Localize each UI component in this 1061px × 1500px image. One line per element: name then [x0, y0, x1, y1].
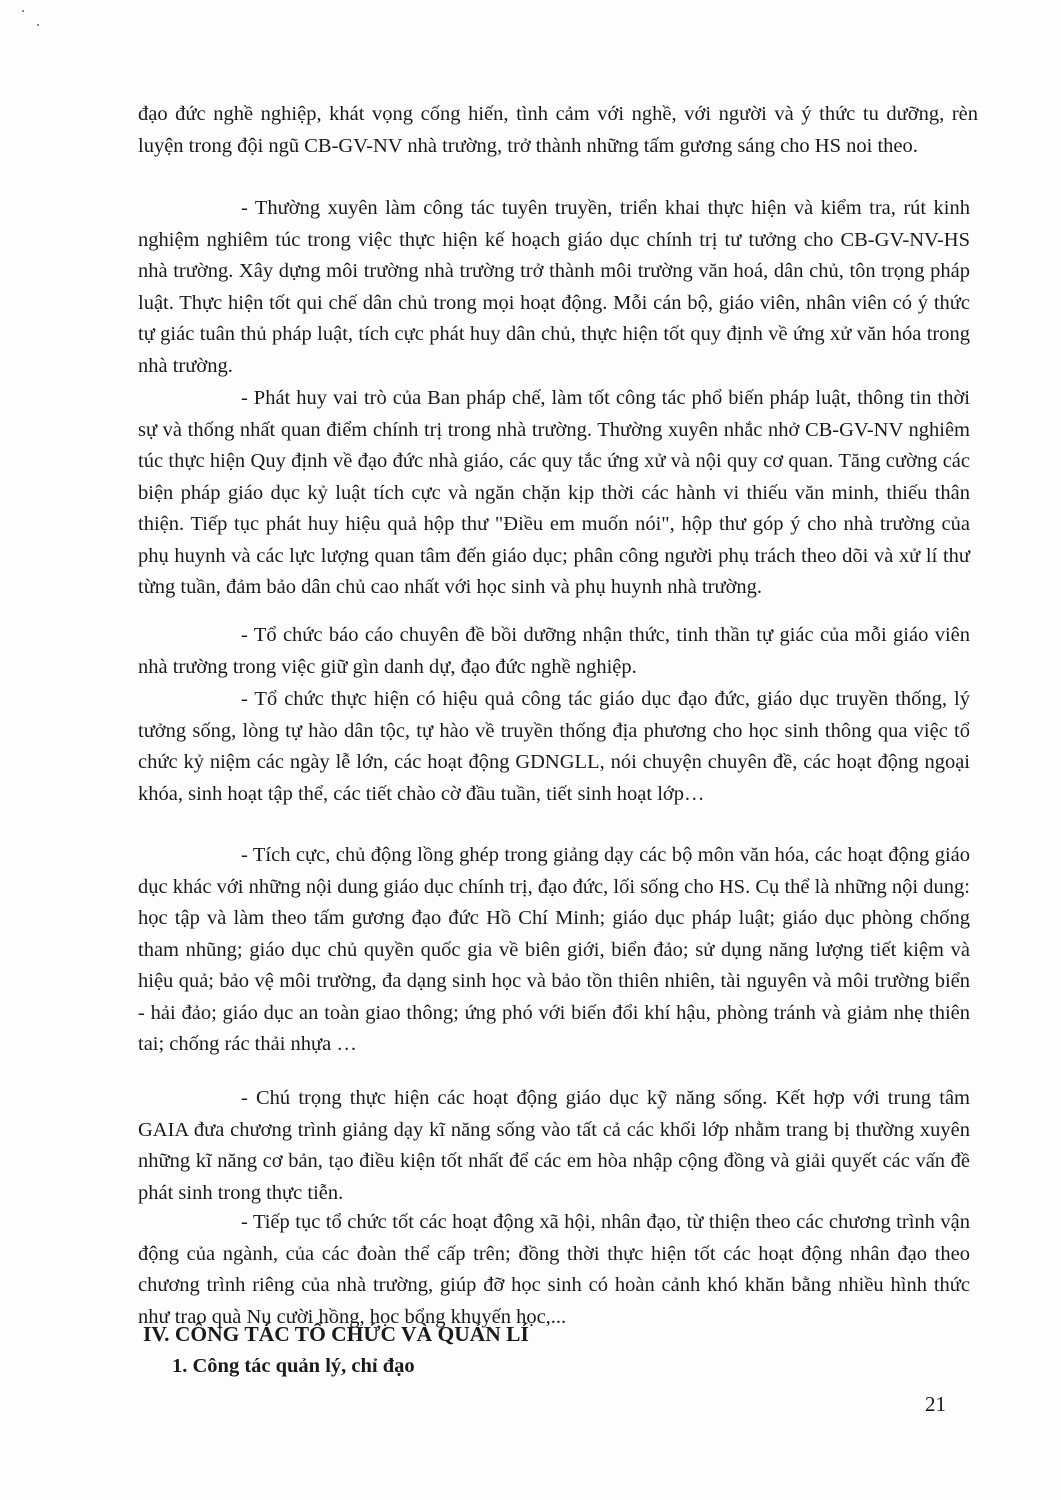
scan-speck: [37, 24, 39, 26]
page-number: 21: [925, 1392, 946, 1416]
paragraph-thematic-report: - Tổ chức báo cáo chuyên đề bồi dưỡng nhận thức, tinh thần tự giác của mỗi giáo viên nhà trường trong việc giữ gìn danh dự, đạo đức nghề nghiệp.: [138, 624, 970, 678]
scan-speck: [22, 10, 24, 12]
paragraph-moral-education: - Tổ chức thực hiện có hiệu quả công tác giáo dục đạo đức, giáo dục truyền thống, lý tưởng sống, lòng tự hào dân tộc, tự hào về truyền thống địa phương cho học sinh thông qua việc tổ chức kỷ niệm các ngày lễ lớn, các hoạt động GDNGLL, nói chuyện chuyên đề, các hoạt động ngoại khóa, sinh hoạt tập thể, các tiết chào cờ đầu tuần, tiết sinh hoạt lớp…: [138, 688, 970, 805]
paragraph-legal-board: - Phát huy vai trò của Ban pháp chế, làm tốt công tác phổ biến pháp luật, thông tin thời sự và thống nhất quan điểm chính trị trong nhà trường. Thường xuyên nhắc nhở CB-GV-NV nghiêm túc thực hiện Quy định về đạo đức nhà giáo, các quy tắc ứng xử và nội quy cơ quan. Tăng cường các biện pháp giáo dục kỷ luật tích cực và ngăn chặn kịp thời các hành vi thiếu văn minh, thiếu thân thiện. Tiếp tục phát huy hiệu quả hộp thư "Điều em muốn nói", hộp thư góp ý cho nhà trường của phụ huynh và các lực lượng quan tâm đến giáo dục; phân công người phụ trách theo dõi và xử lí thư từng tuần, đảm bảo dân chủ cao nhất với học sinh và phụ huynh nhà trường.: [138, 387, 970, 598]
paragraph-propaganda: - Thường xuyên làm công tác tuyên truyền, triển khai thực hiện và kiểm tra, rút kinh nghiệm nghiêm túc trong việc thực hiện kế hoạch giáo dục chính trị tư tưởng cho CB-GV-NV-HS nhà trường. Xây dựng môi trường nhà trường trở thành môi trường văn hoá, dân chủ, tôn trọng pháp luật. Thực hiện tốt qui chế dân chủ trong mọi hoạt động. Mỗi cán bộ, giáo viên, nhân viên có ý thức tự giác tuân thủ pháp luật, tích cực phát huy dân chủ, thực hiện tốt quy định về ứng xử văn hóa trong nhà trường.: [138, 197, 970, 377]
paragraph-life-skills: - Chú trọng thực hiện các hoạt động giáo dục kỹ năng sống. Kết hợp với trung tâm GAIA đưa chương trình giảng dạy kĩ năng sống vào tất cả các khối lớp nhằm trang bị thường xuyên những kĩ năng cơ bản, tạo điều kiện tốt nhất để các em hòa nhập cộng đồng và giải quyết các vấn đề phát sinh trong thực tiễn.: [138, 1087, 970, 1204]
paragraph-continuation: đạo đức nghề nghiệp, khát vọng cống hiến, tình cảm với nghề, với người và ý thức tu dưỡng, rèn luyện trong đội ngũ CB-GV-NV nhà trường, trở thành những tấm gương sáng cho HS noi theo.: [138, 103, 978, 157]
paragraph-charity: - Tiếp tục tổ chức tốt các hoạt động xã hội, nhân đạo, từ thiện theo các chương trình vận động của ngành, của các đoàn thể cấp trên; đồng thời thực hiện tốt các hoạt động nhân đạo theo chương trình riêng của nhà trường, giúp đỡ học sinh có hoàn cảnh khó khăn bằng nhiều hình thức như trao quà Nụ cười hồng, học bổng khuyến học,...: [138, 1211, 970, 1328]
subsection-heading: 1. Công tác quản lý, chỉ đạo: [172, 1355, 415, 1377]
section-heading: IV. CÔNG TÁC TỔ CHỨC VÀ QUẢN LÍ: [143, 1322, 529, 1346]
paragraph-integration: - Tích cực, chủ động lồng ghép trong giảng dạy các bộ môn văn hóa, các hoạt động giáo dục khác với những nội dung giáo dục chính trị, đạo đức, lối sống cho HS. Cụ thể là những nội dung: học tập và làm theo tấm gương đạo đức Hồ Chí Minh; giáo dục pháp luật; giáo dục phòng chống tham nhũng; giáo dục chủ quyền quốc gia về biên giới, biển đảo; sử dụng năng lượng tiết kiệm và hiệu quả; bảo vệ môi trường, đa dạng sinh học và bảo tồn thiên nhiên, tài nguyên và môi trường biển - hải đảo; giáo dục an toàn giao thông; ứng phó với biến đổi khí hậu, phòng tránh và giảm nhẹ thiên tai; chống rác thải nhựa …: [138, 844, 970, 1055]
